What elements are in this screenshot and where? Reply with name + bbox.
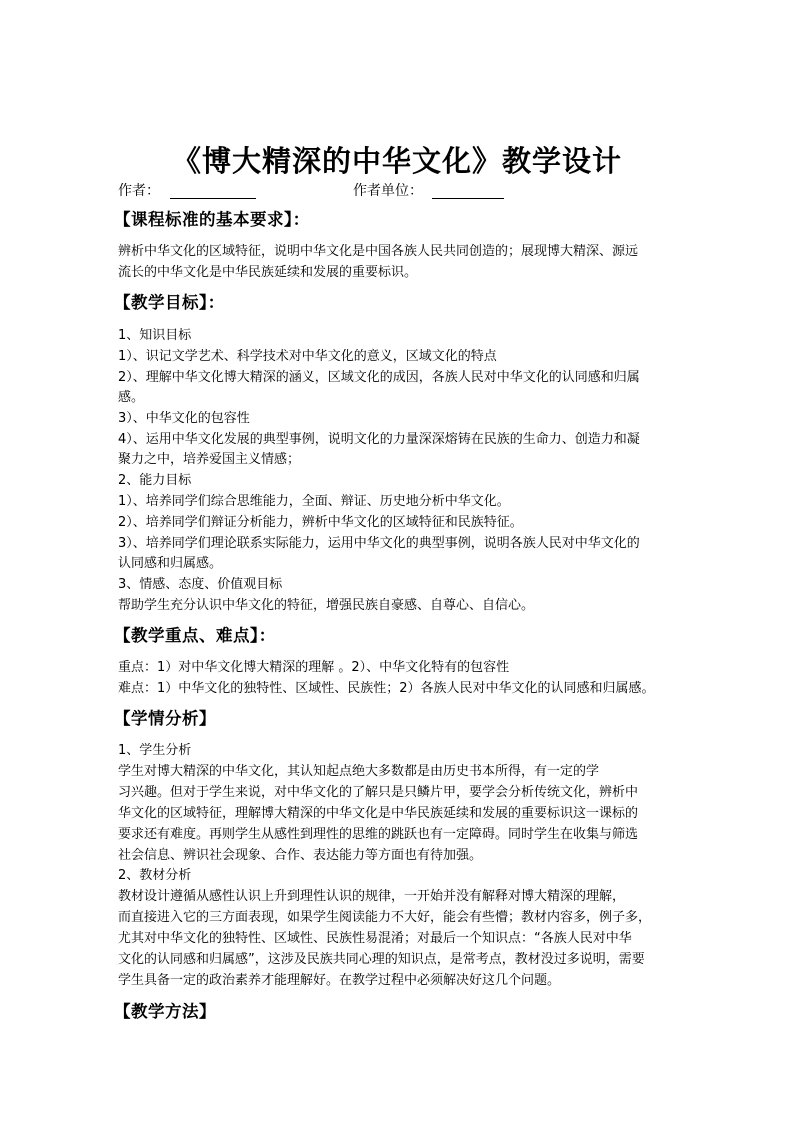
paragraph-line: 难点：1）中华文化的独特性、区域性、民族性；2）各族人民对中华文化的认同感和归属感。: [118, 681, 655, 696]
paragraph-line: 重点：1）对中华文化博大精深的理解 。2）、中华文化特有的包容性: [118, 660, 510, 675]
paragraph-line: 而直接进入它的三方面表现，如果学生阅读能力不大好，能会有些懵；教材内容多，例子多，: [118, 910, 652, 925]
paragraph-line: 4）、运用中华文化发展的典型事例，说明文化的力量深深熔铸在民族的生命力、创造力和凝: [118, 432, 640, 447]
author-row: [118, 181, 718, 201]
paragraph-line: 辨析中华文化的区域特征，说明中华文化是中国各族人民共同创造的；展现博大精深、源远: [118, 244, 639, 259]
paragraph-line: 1）、培养同学们综合思维能力，全面、辩证、历史地分析中华文化。: [118, 494, 510, 509]
paragraph-line: 3）、中华文化的包容性: [118, 411, 250, 426]
paragraph-line: 3）、培养同学们理论联系实际能力，运用中华文化的典型事例，说明各族人民对中华文化的: [118, 536, 640, 551]
paragraph-line: 1）、识记文学艺术、科学技术对中华文化的意义，区域文化的特点: [118, 349, 497, 364]
author-blank-line: [170, 198, 256, 199]
paragraph-line: 2）、培养同学们辩证分析能力，辨析中华文化的区域特征和民族特征。: [118, 515, 523, 530]
author-unit-label: 作者单位：: [353, 183, 423, 199]
author-unit-blank-line: [432, 198, 504, 199]
paragraph-line: 流长的中华文化是中华民族延续和发展的重要标识。: [118, 265, 418, 280]
section-heading-analysis: 【学情分析】: [114, 709, 216, 728]
paragraph-line: 学生对博大精深的中华文化，其认知起点绝大多数都是由历史书本所得，有一定的学: [118, 764, 600, 779]
paragraph-line: 3、情感、态度、价值观目标: [118, 577, 283, 592]
paragraph-line: 帮助学生充分认识中华文化的特征，增强民族自豪感、自尊心、自信心。: [118, 598, 535, 613]
paragraph-line: 1、知识目标: [118, 328, 192, 343]
paragraph-line: 教材设计遵循从感性认识上升到理性认识的规律，一开始并没有解释对博大精深的理解，: [118, 889, 626, 904]
paragraph-line: 感。: [118, 390, 145, 405]
paragraph-line: 华文化的区域特征，理解博大精深的中华文化是中华民族延续和发展的重要标识这一课标的: [118, 806, 639, 821]
paragraph-line: 尤其对中华文化的独特性、区域性、民族性易混淆；对最后一个知识点：“各族人民对中华: [118, 931, 632, 946]
section-heading-keypoints: 【教学重点、难点】：: [114, 626, 276, 645]
paragraph-line: 2、教材分析: [118, 868, 192, 883]
author-label: 作者：: [118, 183, 160, 199]
section-heading-standard: 【课程标准的基本要求】：: [114, 210, 310, 229]
paragraph-line: 1、学生分析: [118, 743, 192, 758]
paragraph-line: 2）、理解中华文化博大精深的涵义，区域文化的成因，各族人民对中华文化的认同感和归属: [118, 370, 640, 385]
section-heading-goals: 【教学目标】：: [114, 293, 225, 312]
paragraph-line: 社会信息、辨识社会现象、合作、表达能力等方面也有待加强。: [118, 848, 483, 863]
paragraph-line: 要求还有难度。再则学生从感性到理性的思维的跳跃也有一定障碍。同时学生在收集与筛选: [118, 827, 639, 842]
page-title: 《博大精深的中华文化》教学设计: [171, 144, 622, 178]
section-heading-methods: 【教学方法】: [114, 1002, 216, 1021]
paragraph-line: 习兴趣。但对于学生来说，对中华文化的了解只是只鳞片甲，要学会分析传统文化，辨析中: [118, 785, 639, 800]
paragraph-line: 认同感和归属感。: [118, 556, 223, 571]
paragraph-line: 2、能力目标: [118, 473, 192, 488]
paragraph-line: 文化的认同感和归属感”，这涉及民族共同心理的知识点，是常考点，教材没过多说明，需要: [118, 952, 645, 967]
paragraph-line: 学生具备一定的政治素养才能理解好。在教学过程中必须解决好这几个问题。: [118, 973, 561, 988]
paragraph-line: 聚力之中，培养爱国主义情感；: [118, 452, 301, 467]
